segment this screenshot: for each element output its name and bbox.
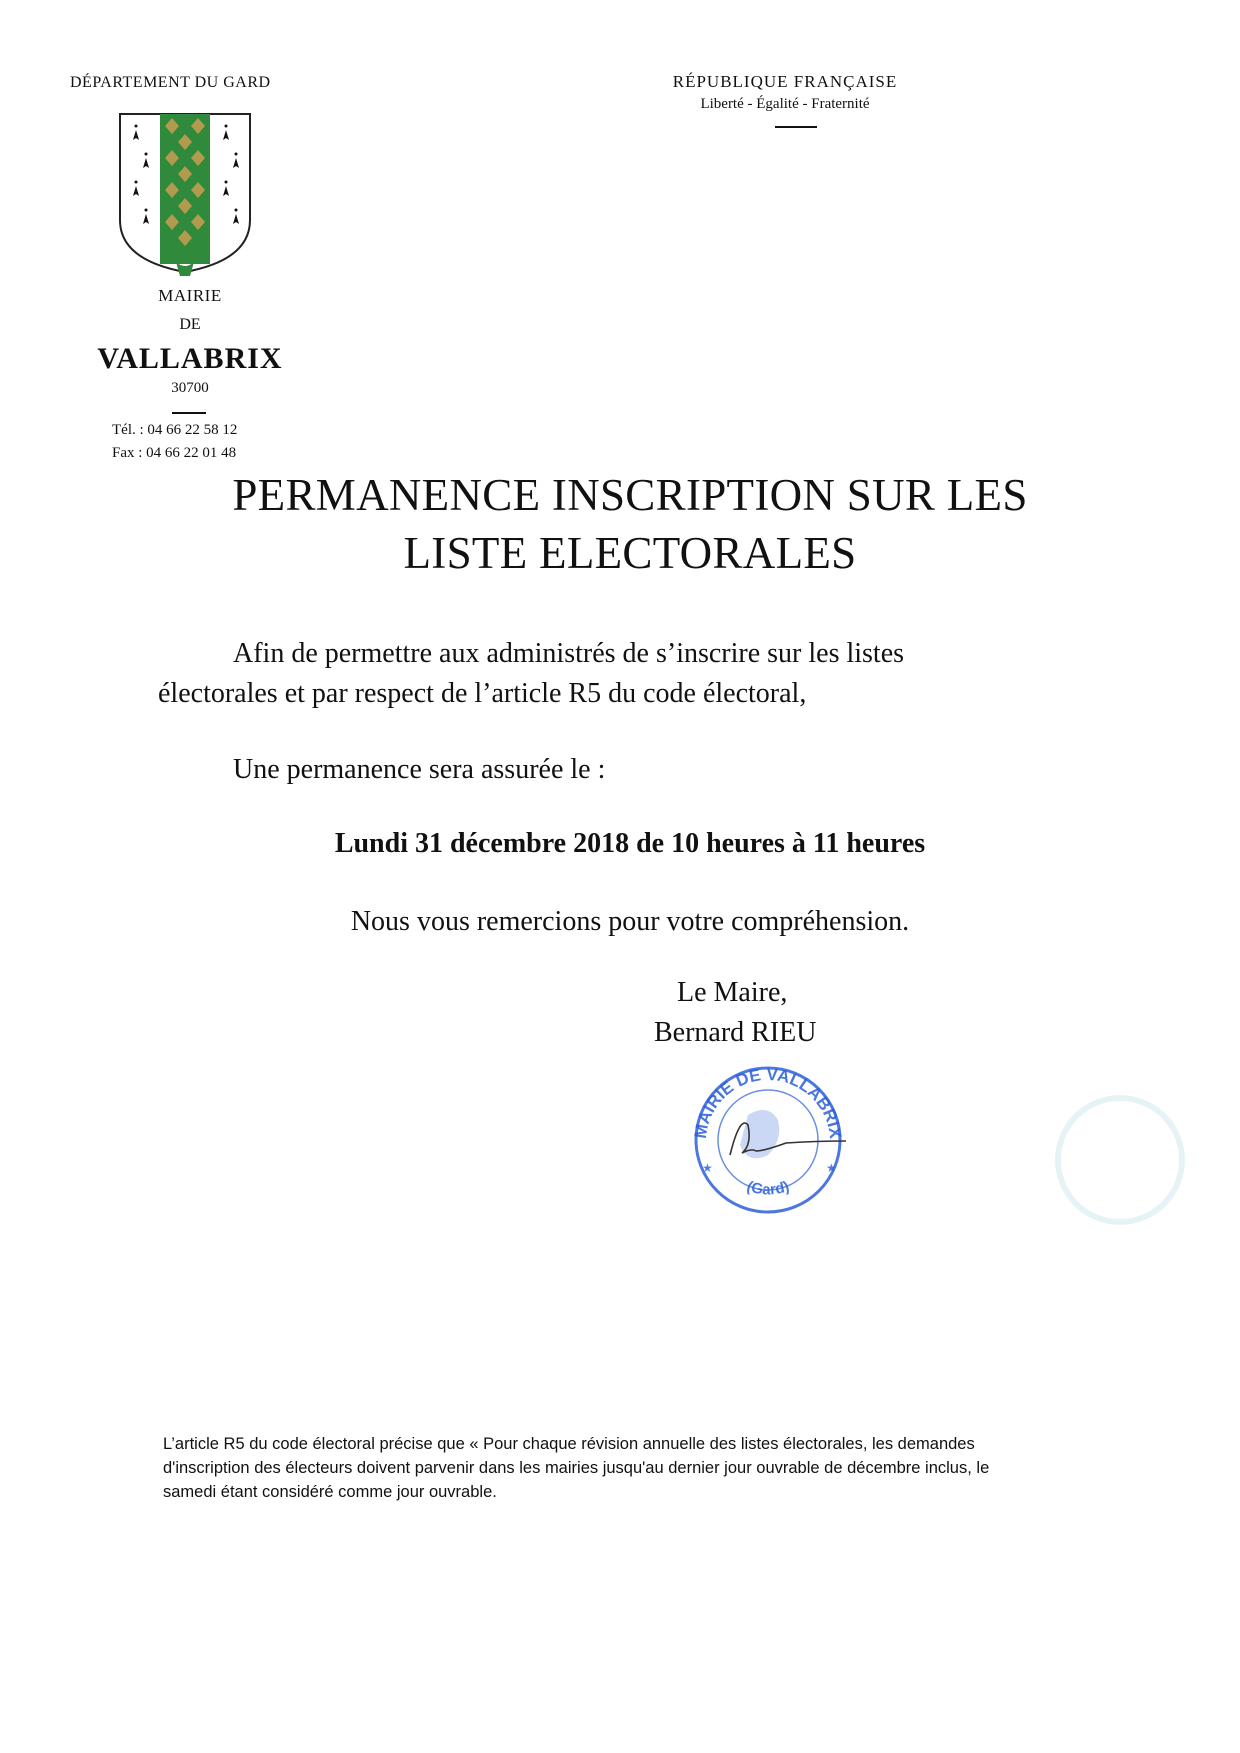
legal-footnote xyxy=(163,1432,1123,1504)
signatory-title: Le Maire, xyxy=(677,977,788,1008)
svg-text:(Gard) xyxy=(745,1178,792,1198)
notice-paragraph xyxy=(158,634,1058,714)
commune-name: VALLABRIX xyxy=(97,342,283,375)
notice-title-line: PERMANENCE INSCRIPTION SUR LES xyxy=(232,470,1028,520)
republic-label: RÉPUBLIQUE FRANÇAISE xyxy=(672,72,898,91)
permanence-date: Lundi 31 décembre 2018 de 10 heures à 11 heures xyxy=(334,828,926,859)
seal-text-bottom: (Gard) xyxy=(744,1178,792,1199)
announcement: Une permanence sera assurée le : xyxy=(233,754,606,785)
footnote-line: samedi étant considéré comme jour ouvrable. xyxy=(163,1483,497,1501)
notice-title-line: LISTE ELECTORALES xyxy=(403,528,857,578)
coat-of-arms-icon xyxy=(116,110,254,280)
seal-text-top: MAIRIE DE VALLABRIX xyxy=(690,1064,846,1140)
signatory-name: Bernard RIEU xyxy=(654,1017,817,1048)
svg-text:★: ★ xyxy=(826,1161,837,1175)
paragraph-line: électorales et par respect de l’article R5 du code électoral, xyxy=(158,678,807,709)
divider xyxy=(172,412,206,414)
svg-text:★: ★ xyxy=(702,1161,713,1175)
motto: Liberté - Égalité - Fraternité xyxy=(700,96,870,112)
thanks: Nous vous remercions pour votre compréhension. xyxy=(350,906,910,937)
mairie-seal-icon xyxy=(678,1060,878,1214)
department-label: DÉPARTEMENT DU GARD xyxy=(70,74,271,91)
faint-stamp-icon xyxy=(1050,1090,1210,1230)
notice-title xyxy=(130,466,1130,582)
fax: Fax : 04 66 22 01 48 xyxy=(112,445,237,461)
footnote-line: L’article R5 du code électoral précise que « Pour chaque révision annuelle des listes électorales, les demandes xyxy=(163,1435,975,1453)
paragraph-line: Afin de permettre aux administrés de s’inscrire sur les listes xyxy=(233,638,905,669)
telephone: Tél. : 04 66 22 58 12 xyxy=(112,422,238,438)
de-label: DE xyxy=(179,316,201,333)
postcode: 30700 xyxy=(171,380,209,396)
mairie-label: MAIRIE xyxy=(158,286,222,305)
footnote-line: d'inscription des électeurs doivent parvenir dans les mairies jusqu'au dernier jour ouvrable de décembre inclus, le xyxy=(163,1459,990,1477)
divider xyxy=(775,126,817,128)
